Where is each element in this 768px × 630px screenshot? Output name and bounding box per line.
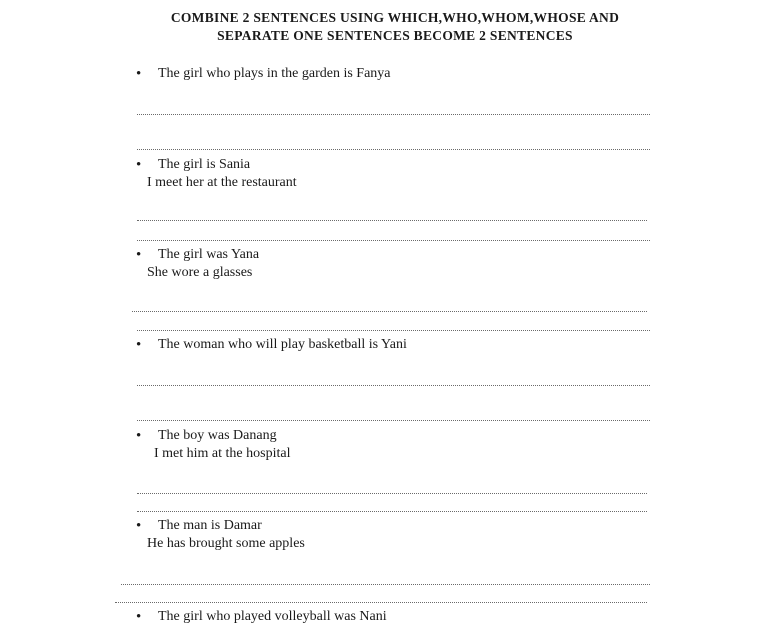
bullet-icon: • <box>136 66 142 82</box>
sentence-item-2-second-line: I meet her at the restaurant <box>147 175 297 190</box>
answer-line-1a[interactable] <box>137 114 650 115</box>
bullet-icon: • <box>136 157 142 173</box>
answer-line-6b[interactable] <box>115 602 647 603</box>
sentence-item-5-second-line: I met him at the hospital <box>154 446 291 461</box>
answer-line-1b[interactable] <box>137 149 650 150</box>
sentence-item-3-second-line: She wore a glasses <box>147 265 253 280</box>
answer-line-5b[interactable] <box>137 511 647 512</box>
answer-line-4b[interactable] <box>137 420 650 421</box>
sentence-item-6-second-line: He has brought some apples <box>147 536 305 551</box>
bullet-icon: • <box>136 247 142 263</box>
bullet-icon: • <box>136 609 142 625</box>
sentence-item-6: The man is Damar <box>158 518 262 533</box>
sentence-item-3: The girl was Yana <box>158 247 260 262</box>
sentence-item-7: The girl who played volleyball was Nani <box>158 609 387 624</box>
answer-line-4a[interactable] <box>137 385 650 386</box>
answer-line-3a[interactable] <box>132 311 647 312</box>
bullet-icon: • <box>136 518 142 534</box>
answer-line-5a[interactable] <box>137 493 647 494</box>
sentence-item-2: The girl is Sania <box>158 157 251 172</box>
answer-line-6a[interactable] <box>121 584 650 585</box>
bullet-icon: • <box>136 428 142 444</box>
worksheet-title-line-1: COMBINE 2 SENTENCES USING WHICH,WHO,WHOM,WHOSE AND <box>170 10 620 25</box>
worksheet-title-line-2: SEPARATE ONE SENTENCES BECOME 2 SENTENCES <box>217 28 573 43</box>
sentence-item-1: The girl who plays in the garden is Fanya <box>158 66 391 81</box>
answer-line-3b[interactable] <box>137 330 650 331</box>
answer-line-2a[interactable] <box>137 220 647 221</box>
answer-line-2b[interactable] <box>137 240 650 241</box>
bullet-icon: • <box>136 337 142 353</box>
sentence-item-4: The woman who will play basketball is Yani <box>158 337 407 352</box>
sentence-item-5: The boy was Danang <box>158 428 277 443</box>
